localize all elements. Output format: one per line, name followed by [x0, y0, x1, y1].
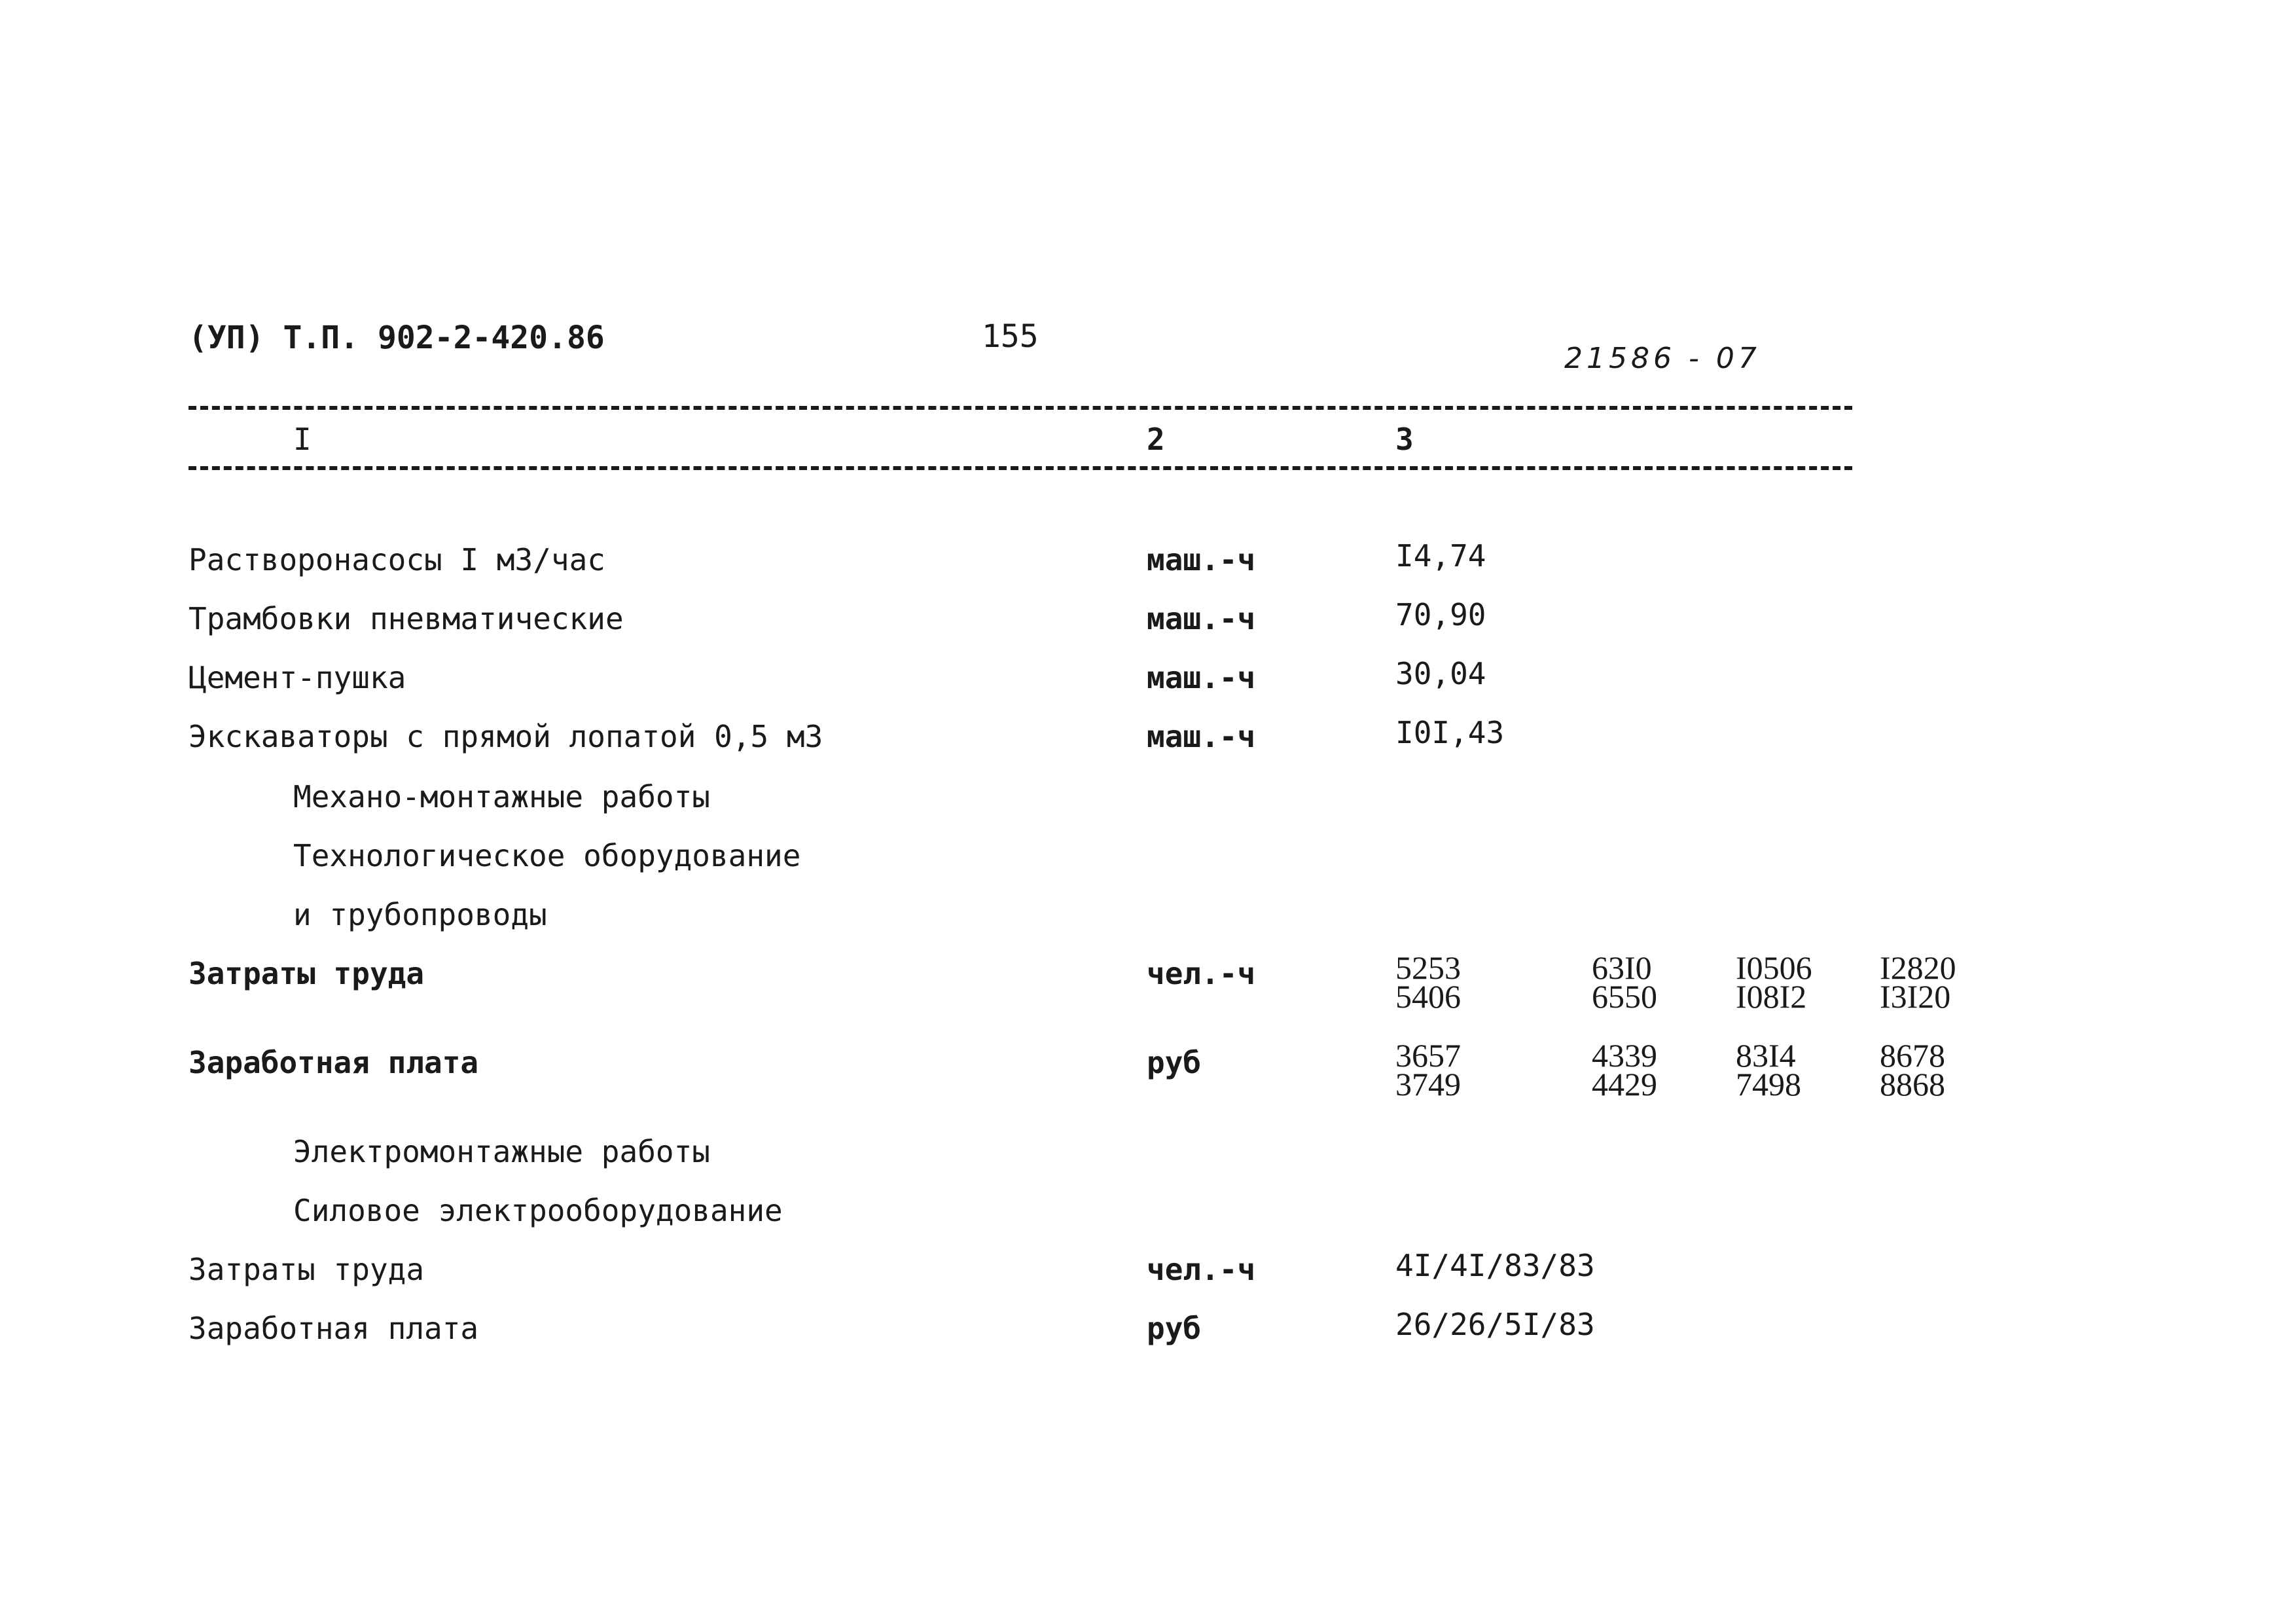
- row-name: Затраты труда: [188, 956, 425, 991]
- section-subtitle-equipment: Технологическое оборудование: [293, 838, 801, 873]
- row-unit: маш.-ч: [1147, 542, 1256, 577]
- column-header-3: 3: [1395, 422, 1414, 457]
- row-unit: чел.-ч: [1147, 1252, 1256, 1287]
- value-cell: I3I20: [1880, 978, 1951, 1015]
- row-unit: руб: [1147, 1045, 1202, 1080]
- bottom-dashed-rule: [188, 466, 1852, 470]
- row-value: 30,04: [1395, 656, 1486, 691]
- row-name: Экскаваторы с прямой лопатой 0,5 м3: [188, 719, 823, 754]
- value-cell: 5406: [1395, 978, 1461, 1015]
- column-header-1: I: [293, 422, 312, 457]
- value-cell: 63I0: [1592, 949, 1652, 986]
- row-name: Трамбовки пневматические: [188, 601, 624, 636]
- handwritten-note: 21586 - 07: [1564, 342, 1761, 375]
- row-unit: маш.-ч: [1147, 660, 1256, 695]
- row-name: Заработная плата: [188, 1311, 479, 1346]
- value-cell: I08I2: [1736, 978, 1807, 1015]
- row-name: Цемент-пушка: [188, 660, 406, 695]
- value-cell: I0506: [1736, 949, 1812, 986]
- top-dashed-rule: [188, 406, 1852, 410]
- value-cell: I2820: [1880, 949, 1956, 986]
- value-cell: 3749: [1395, 1066, 1461, 1103]
- row-unit: маш.-ч: [1147, 719, 1256, 754]
- page-number: 155: [982, 318, 1039, 355]
- row-name: Растворонасосы I м3/час: [188, 542, 605, 577]
- value-cell: 8868: [1880, 1066, 1945, 1103]
- row-value: 70,90: [1395, 597, 1486, 632]
- row-unit: руб: [1147, 1311, 1202, 1346]
- column-header-2: 2: [1147, 422, 1165, 457]
- value-cell: 83I4: [1736, 1037, 1796, 1074]
- section-title-mech: Механо-монтажные работы: [293, 779, 710, 814]
- row-value: I4,74: [1395, 538, 1486, 574]
- value-cell: 3657: [1395, 1037, 1461, 1074]
- section-subtitle-pipelines: и трубопроводы: [293, 897, 547, 932]
- row-value: I0I,43: [1395, 715, 1505, 750]
- value-cell: 4429: [1592, 1066, 1657, 1103]
- value-cell: 4339: [1592, 1037, 1657, 1074]
- section-subtitle-power: Силовое электрооборудование: [293, 1193, 783, 1228]
- value-cell: 5253: [1395, 949, 1461, 986]
- value-cell: 6550: [1592, 978, 1657, 1015]
- value-cell: 8678: [1880, 1037, 1945, 1074]
- row-name: Затраты труда: [188, 1252, 425, 1287]
- row-unit: маш.-ч: [1147, 601, 1256, 636]
- section-title-elec: Электромонтажные работы: [293, 1134, 710, 1169]
- row-value: 26/26/5I/83: [1395, 1307, 1595, 1342]
- document-code: (УП) Т.П. 902-2-420.86: [188, 319, 605, 356]
- row-name: Заработная плата: [188, 1045, 479, 1080]
- value-cell: 7498: [1736, 1066, 1801, 1103]
- row-unit: чел.-ч: [1147, 956, 1256, 991]
- row-value: 4I/4I/83/83: [1395, 1248, 1595, 1283]
